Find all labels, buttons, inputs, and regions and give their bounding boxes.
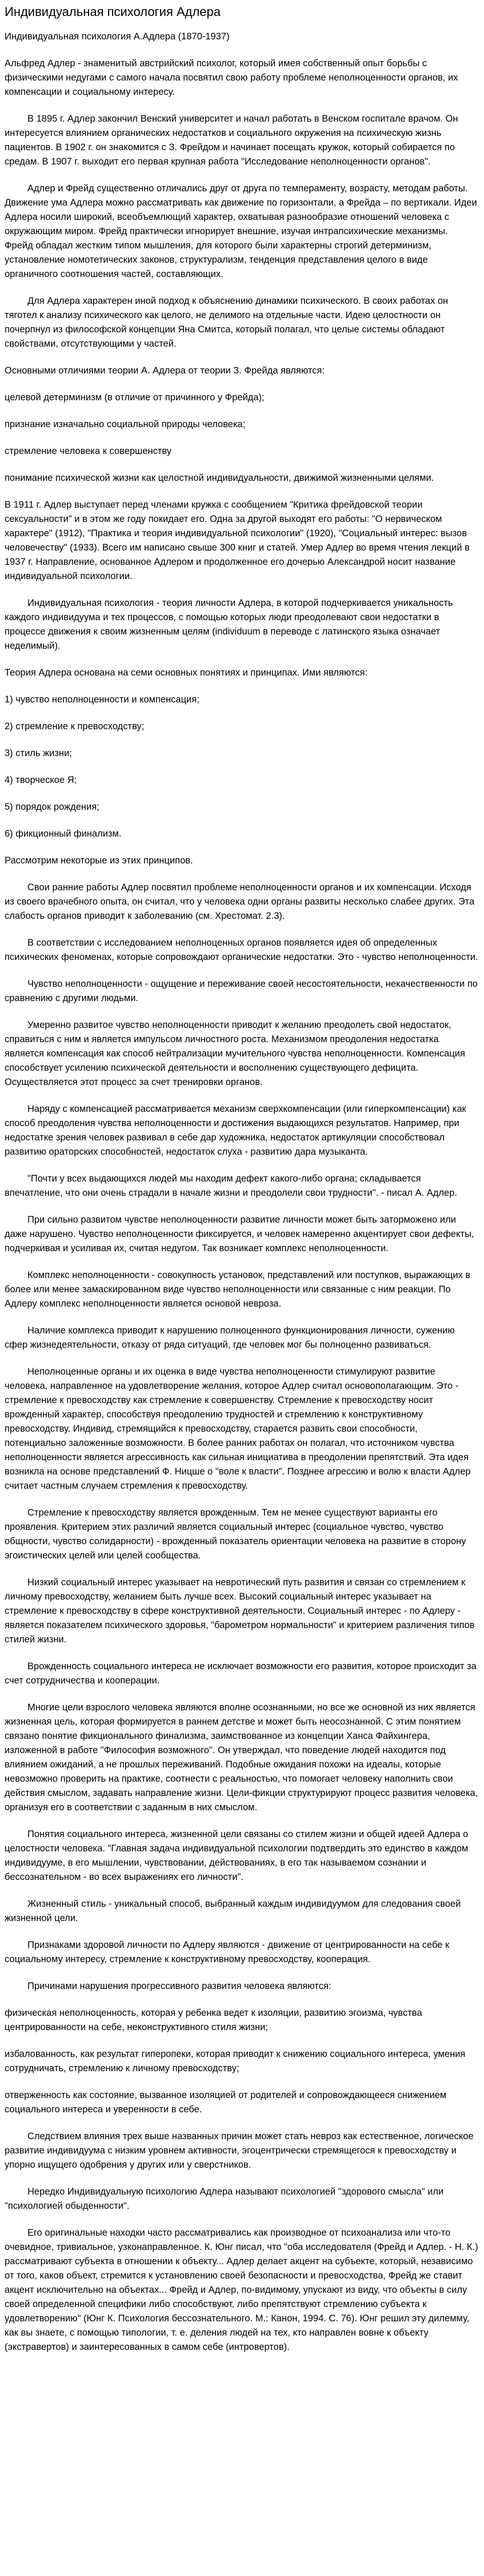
body-paragraph: Комплекс неполноценности - совокупность установок, представлений или поступков, выражающих в более или менее замаскированном виде чувство неполноценности или связанные с ним реакции. По Адлеру комплекс неполноценности является основой невроза. (5, 1270, 471, 1309)
principle-item: 5) порядок рождения; (5, 802, 99, 812)
cause-item: избалованность, как результат гиперопеки, которая приводит к снижению социального интереса, умения сотрудничать, стремлению к личному превосходству; (5, 2049, 466, 2073)
body-paragraph: В соответствии с исследованием неполноценных органов появляется идея об определенных психических феноменах, которые сопровождают органические недостатки. Это - чувство неполноценности. (5, 938, 478, 962)
body-paragraph: Жизненный стиль - уникальный способ, выбранный каждым индивидуумом для следования своей жизненной цели. (5, 1899, 461, 1923)
body-paragraph: Признаками здоровой личности по Адлеру являются - движение от центрированности на себе к социальному интересу, стремление к конструктивному превосходству, кооперация. (5, 1940, 450, 1964)
body-paragraph: При сильно развитом чувстве неполноценности развитие личности может быть заторможено или даже нарушено. Чувство неполноценности фиксируется, и человек намеренно акцентирует свои дефекты, подчеркивая и усиливая их, считая недугом. Так возникает комплекс неполноценности. (5, 1215, 474, 1253)
body-paragraph: Низкий социальный интерес указывает на невротический путь развития и связан со стремлением к личному превосходству, желанием быть лучше всех. Высокий социальный интерес указывает на стремление к превосходству в сфере конструктивной деятельности. Социальный интерес - по Адлеру - является показателем психического здоровья, "барометром нормальности" и критерием различения типов стилей жизни. (5, 1577, 475, 1645)
history-paragraph: В 1911 г. Адлер выступает перед членами кружка с сообщением "Критика фрейдовской теории сексуальности" и в этом же году покидает его. Одна за другой выходят его работы: "О нервическом характере" (1912), "Практика и теория индивидуальной психологии" (1920), "Социальный интерес: вызов человечеству" (1933). Всего им написано свыше 300 книг и статей. Умер Адлер во время чтения лекций в 1937 г. Направление, основанное Адлером и продолженное его дочерью Александрой носит название индивидуальной психологии. (5, 500, 470, 581)
cause-item: отверженность как состояние, вызванное изоляцией от родителей и сопровождающееся снижением социального интереса и уверенности в себе. (5, 2090, 447, 2115)
cause-item: физическая неполноценность, которая у ребенка ведет к изоляции, развитию эгоизма, чувства центрированности на себе, неконструктивного стиля жизни; (5, 2008, 422, 2032)
body-paragraph: Наряду с компенсацией рассматривается механизм сверхкомпенсации (или гиперкомпенсации) как способ преодоления чувства неполноценности и достижения выдающихся результатов. Например, при недостатке зрения человек развивал в себе дар художника, недостаток артикуляции способствовал развитию ораторских способностей, недостаток слуха - развитию дара музыканта. (5, 1104, 466, 1157)
principle-item: 2) стремление к превосходству; (5, 721, 145, 732)
differences-heading: Основными отличиями теории А. Адлера от теории З. Фрейда являются: (5, 365, 325, 376)
difference-item: целевой детерминизм (в отличие от причинного у Фрейда); (5, 392, 265, 403)
principle-item: 4) творческое Я; (5, 775, 77, 785)
adler-quote: "Почти у всех выдающихся людей мы находим дефект какого-либо органа; складывается впечатление, что они очень страдали в начале жизни и преодолели свои трудности". - писал А. Адлер. (5, 1174, 457, 1198)
body-paragraph: Понятия социального интереса, жизненной цели связаны со стилем жизни и общей идеей Адлера о целостности человека. "Главная задача индивидуальной психологии подтвердить это единство в каждом индивидууме, в его мышлении, чувствовании, действованиях, в его так называемом сознании и бессознательном - во всех выражениях его личности". (5, 1829, 469, 1882)
difference-item: стремление человека к совершенству (5, 446, 172, 456)
body-paragraph: Наличие комплекса приводит к нарушению полноценного функционирования личности, сужению сфер жизнедеятельности, отказу от ряда ситуаций, где человек мог бы полноценно развиваться. (5, 1325, 455, 1350)
intro-paragraph: Адлер и Фрейд существенно отличались друг от друга по темпераменту, возрасту, методам работы. Движение ума Адлера можно рассматривать как движение по горизонтали, а Фрейда – по вертикали. Идеи Адлера носили широкий, всеобъемлющий характер, охватывая разнообразие отношений человека с окружающим миром. Фрейд практически игнорирует внешние, изучая интрапсихические механизмы. Фрейд обладал жестким типом мышления, для которого были характерны строгий детерминизм, установление номотетических законов, структурализм, тенденция представления целого в виде органичного соотношения частей, составляющих. (5, 183, 477, 279)
body-paragraph: Врожденность социального интереса не исключает возможности его развития, которое происходит за счет сотрудничества и кооперации. (5, 1661, 477, 1686)
conclusion-paragraph: Его оригинальные находки часто рассматривались как производное от психоанализа или что-то очевидное, тривиальное, узконаправленное. К. Юнг писал, что "оба исследователя (Фрейд и Адлер. - Н. К.) рассматривают субъекта в отношении к объекту... Адлер делает акцент на субъекте, который, независимо от того, каков объект, стремится к установлению своей безопасности и превосходства, Фрейд же ставит акцент исключительно на объектах... Фрейд и Адлер, по-видимому, упускают из виду, что объекты в силу своей определенной специфики либо способствуют, либо препятствуют стремлению субъекта к удовлетворению" (Юнг К. Психология бессознательного. М.: Канон, 1994. С. 76). Юнг решил эту дилемму, как вы знаете, с помощью типологии, т. е. деления людей на тех, кто направлен вовне к объекту (экстравертов) и заинтересованных в самом себе (интровертов). (5, 2228, 478, 2352)
causes-heading: Причинами нарушения прогрессивного развития человека являются: (27, 1981, 331, 1991)
document-title: Индивидуальная психология Адлера (5, 5, 221, 19)
principle-item: 6) фикционный финализм. (5, 829, 122, 839)
conclusion-paragraph: Нередко Индивидуальную психологию Адлера называют психологией "здорового смысла" или "психологией обыденности". (5, 2187, 444, 2211)
body-paragraph: Чувство неполноценности - ощущение и переживание своей несостоятельности, некачественности по сравнению с другими людьми. (5, 979, 478, 1003)
body-paragraph: Умеренно развитое чувство неполноценности приводит к желанию преодолеть свой недостаток, справиться с ним и является импульсом личностного роста. Механизмом преодоления недостатка является компенсация как способ нейтрализации мучительного чувства неполноценности. Компенсация способствует усилению психической деятельности и восполнению существующего дефицита. Осуществляется этот процесс за счет тренировки органов. (5, 1020, 465, 1087)
intro-paragraph: Альфред Адлер - знаменитый австрийский психолог, который имея собственный опыт борьбы с физическими недугами с самого начала посвятил свою работу проблеме неполноценности органов, их компенсации и социальному интересу. (5, 58, 458, 97)
history-paragraph: Индивидуальная психология - теория личности Адлера, в которой подчеркивается уникальность каждого индивидуума и тех процессов, с помощью которых люди преодолевают свои недостатки в процессе движения к своим жизненным целям (individuum в переводе с латинского языка означает неделимый). (5, 598, 453, 651)
difference-item: признание изначально социальной природы человека; (5, 419, 246, 429)
principles-note: Рассмотрим некоторые из этих принципов. (5, 855, 193, 866)
body-paragraph: Многие цели взрослого человека являются вполне осознанными, но все же основной из них является жизненная цель, которая формируется в раннем детстве и может быть неосознанной. С этим понятием связано понятие фикционального финализма, заимствованное из концепции Ханса Файхингера, изложенной в работе "Философия возможного". Он утверждал, что поведение людей находится под влиянием ожиданий, а не прошлых переживаний. Подобные ожидания похожи на идеалы, которые невозможно проверить на практике, соотнести с реальностью, что помогает человеку наполнить свои действия смыслом, задавать направление жизни. Цели-фикции структурируют процесс развития человека, организуя его в соответствии с заданным в них смыслом. (5, 1702, 478, 1813)
body-paragraph: Неполноценные органы и их оценка в виде чувства неполноценности стимулируют развитие человека, направленное на удовлетворение желания, которое Адлер считал основополагающим. Это - стремление к превосходству как стремление к совершенству. Стремление к превосходству носит врожденный характер, способствуя преодолению трудностей и стремлению к конструктивному превосходству. Индивид, стремящийся к превосходству, старается развить свои способности, потенциально заложенные возможности. В более ранних работах он полагал, что источником чувства неполноценности является агрессивность как сильная инициатива в преодолении препятствий. Эта идея возникла на основе представлений Ф. Ницше о "воле к власти". Позднее агрессию и волю к власти Адлер считает частным случаем стремления к превосходству. (5, 1367, 471, 1491)
document-subtitle: Индивидуальная психология А.Адлера (1870-1937) (5, 31, 230, 42)
conclusion-paragraph: Следствием влияния трех выше названных причин может стать невроз как естественное, логическое развитие индивидуума с низким уровнем активности, эгоцентрически стремящегося к превосходству и упорно ищущего одобрения у других или у сверстников. (5, 2131, 474, 2170)
intro-paragraph: Для Адлера характерен иной подход к объяснению динамики психического. В своих работах он тяготел к анализу психического как целого, не делимого на отдельные части. Идею целостности он почерпнул из философской концепции Яна Смитса, который полагал, что целые системы обладают свойствами, отсутствующими у частей. (5, 296, 449, 349)
principles-heading: Теория Адлера основана на семи основных понятиях и принципах. Ими являются: (5, 668, 368, 678)
principle-item: 1) чувство неполноценности и компенсация; (5, 694, 199, 705)
difference-item: понимание психической жизни как целостной индивидуальности, движимой жизненными целями. (5, 473, 434, 483)
body-paragraph: Стремление к превосходству является врожденным. Тем не менее существуют варианты его проявления. Критерием этих различий является социальный интерес (социальное чувство, чувство общности, чувство солидарности) - врожденный показатель ориентации человека на развитие в сторону эгоистических целей или целей сообщества. (5, 1508, 466, 1561)
principle-item: 3) стиль жизни; (5, 748, 72, 758)
intro-paragraph: В 1895 г. Адлер закончил Венский университет и начал работать в Венском госпитале врачом. Он интересуется влиянием органических недостатков и социального окружения на психическую жизнь пациентов. В 1902 г. он знакомится с З. Фрейдом и начинает посещать кружок, который собирается по средам. В 1907 г. выходит его первая крупная работа "Исследование неполноценности органов". (5, 114, 458, 167)
body-paragraph: Свои ранние работы Адлер посвятил проблеме неполноценности органов и их компенсации. Исходя из своего врачебного опыта, он считал, что у человека одни органы развиты несколько слабее других. Эта слабость органов приводит к заболеванию (см. Хрестомат. 2.3). (5, 882, 475, 921)
